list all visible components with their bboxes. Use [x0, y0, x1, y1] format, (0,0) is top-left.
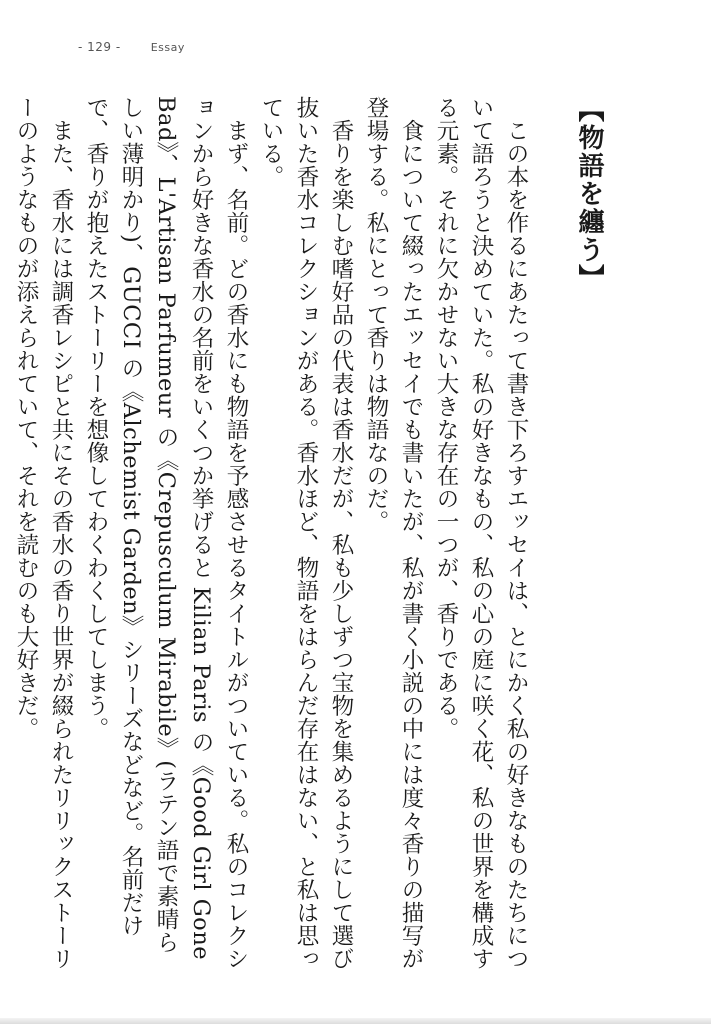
- paragraph: また、香水には調香レシピと共にその香水の香り世界が綴られたリリックストーリーのようなものが添えられていて、それを読むのも大好きだ。: [13, 96, 74, 970]
- paragraph: 食について綴ったエッセイでも書いたが、私が書く小説の中には度々香りの描写が登場する。私にとって香りは物語なのだ。: [363, 96, 424, 970]
- paragraph: まず、名前。どの香水にも物語を予感させるタイトルがついている。私のコレクションから好きな香水の名前をいくつか挙げると Kilian Paris の《Good Girl Gone Bad》、L'Artisan Parfumeur の《Crepusculum Mirabile》(ラテン語で素晴らしい薄明かり)、GUCCI の《Alchemist Garden》シリーズなどなど。名前だけで、香りが抱えたストーリーを想像してわくわくしてしまう。: [83, 96, 249, 970]
- page-number: - 129 -: [78, 40, 121, 54]
- essay-title: 【物語を纏う】: [574, 96, 604, 292]
- vertical-text-body: [13, 96, 611, 976]
- paragraph: 香りを楽しむ嗜好品の代表は香水だが、私も少しずつ宝物を集めるようにして選び抜いた香水コレクションがある。香水ほど、物語をはらんだ存在はない、と私は思っている。: [258, 96, 354, 970]
- section-name: Essay: [150, 41, 185, 54]
- page-header: [78, 40, 185, 54]
- page-edge-shadow: [0, 1018, 711, 1024]
- paragraph: この本を作るにあたって書き下ろすエッセイは、とにかく私の好きなものたちについて語ろうと決めていた。私の好きなもの、私の心の庭に咲く花、私の世界を構成する元素。それに欠かせない大きな存在の一つが、香りである。: [433, 96, 529, 970]
